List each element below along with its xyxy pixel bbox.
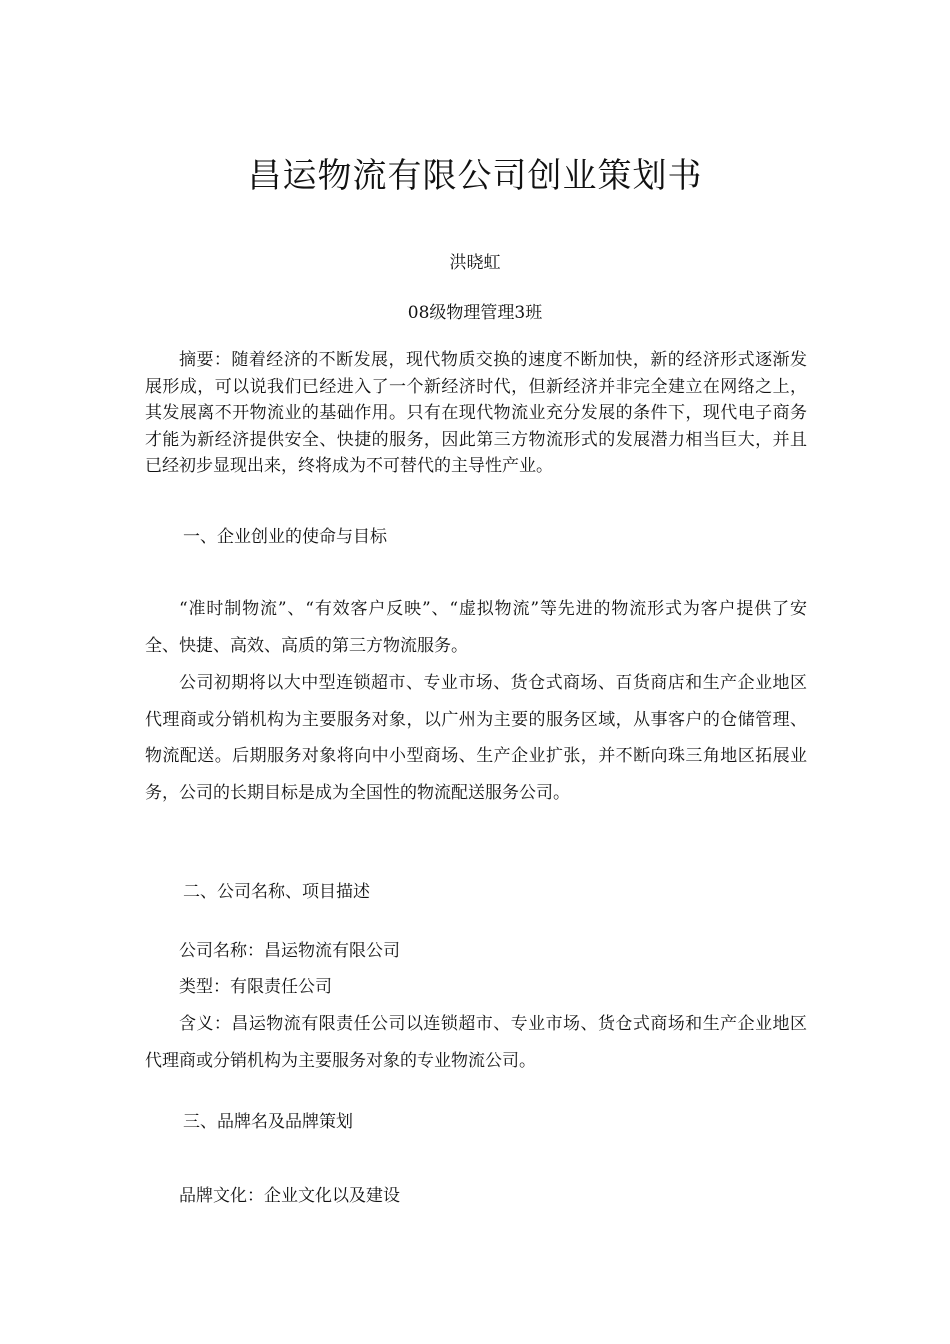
section-2-heading: 二、公司名称、项目描述 (183, 882, 370, 902)
section-1-heading: 一、企业创业的使命与目标 (183, 527, 387, 547)
document-title: 昌运物流有限公司创业策划书 (247, 156, 703, 196)
company-meaning-paragraph: 含义：昌运物流有限责任公司以连锁超市、专业市场、货仓式商场和生产企业地区代理商或分销机构为主要服务对象的专业物流公司。 (145, 1014, 807, 1071)
section-1-paragraph-1: “准时制物流”、“有效客户反映”、“虚拟物流”等先进的物流形式为客户提供了安全、快捷、高效、高质的第三方物流服务。 (145, 599, 807, 656)
brand-culture-line: 品牌文化：企业文化以及建设 (179, 1186, 400, 1206)
section-3-heading: 三、品牌名及品牌策划 (183, 1112, 353, 1132)
class-name: 08级物理管理3班 (407, 303, 543, 323)
company-name-line: 公司名称：昌运物流有限公司 (179, 941, 400, 961)
company-type-line: 类型：有限责任公司 (179, 977, 332, 997)
author-name: 洪晓虹 (449, 253, 501, 273)
abstract-paragraph: 摘要：随着经济的不断发展，现代物质交换的速度不断加快，新的经济形式逐渐发展形成，可以说我们已经进入了一个新经济时代，但新经济并非完全建立在网络之上，其发展离不开物流业的基础作用。只有在现代物流业充分发展的条件下，现代电子商务才能为新经济提供安全、快捷的服务，因此第三方物流形式的发展潜力相当巨大，并且已经初步显现出来，终将成为不可替代的主导性产业。 (145, 350, 807, 476)
section-1-paragraph-2: 公司初期将以大中型连锁超市、专业市场、货仓式商场、百货商店和生产企业地区代理商或分销机构为主要服务对象，以广州为主要的服务区域，从事客户的仓储管理、物流配送。后期服务对象将向中小型商场、生产企业扩张，并不断向珠三角地区拓展业务，公司的长期目标是成为全国性的物流配送服务公司。 (145, 673, 807, 803)
